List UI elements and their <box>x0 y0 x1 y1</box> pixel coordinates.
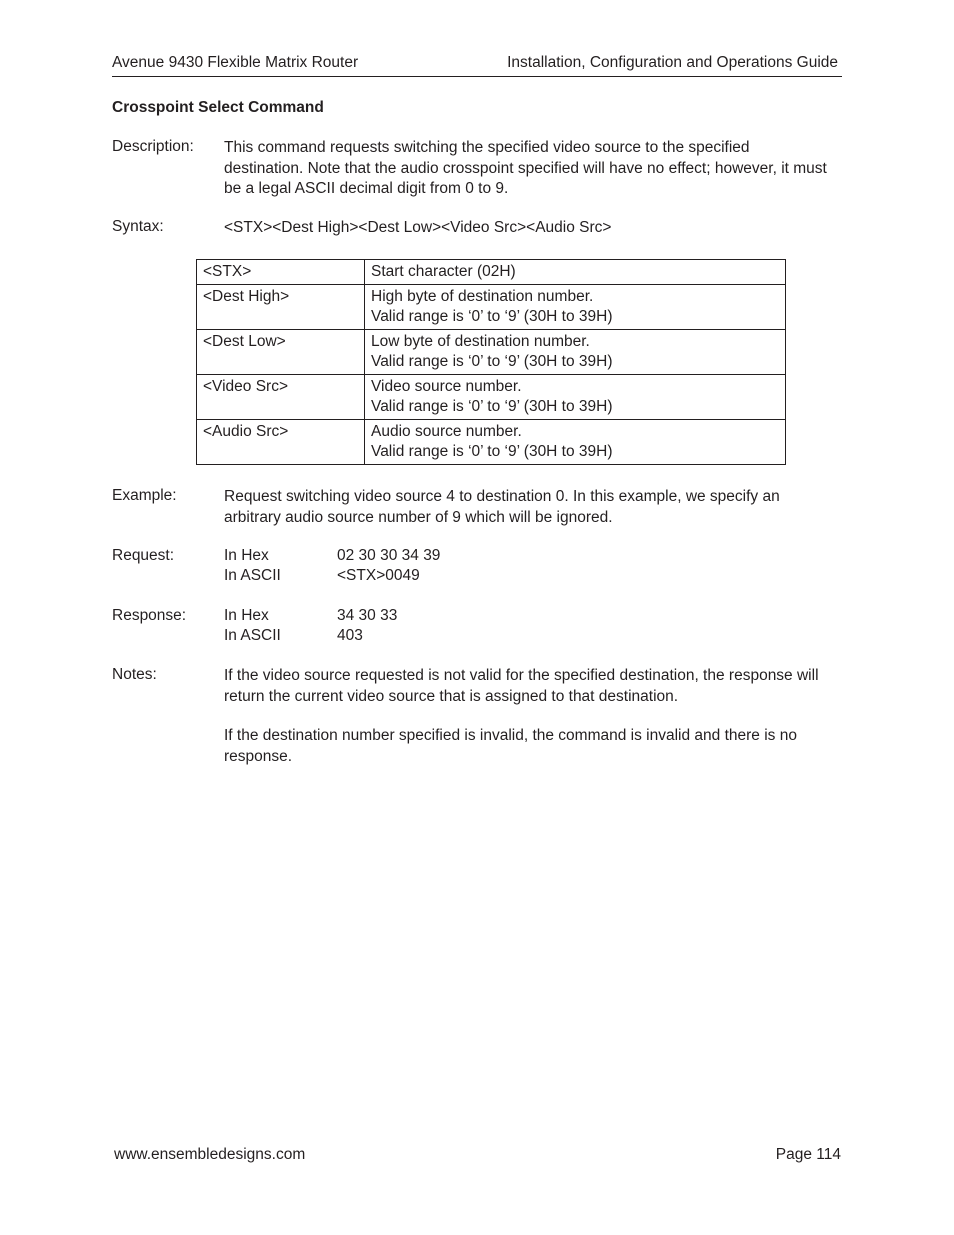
notes-label: Notes: <box>112 666 157 683</box>
syntax-label: Syntax: <box>112 218 164 235</box>
field-description-line2: Valid range is ‘0’ to ‘9’ (30H to 39H) <box>371 353 613 370</box>
response-hex-label: In Hex <box>224 607 269 624</box>
response-label: Response: <box>112 607 187 624</box>
syntax-text: <STX><Dest High><Dest Low><Video Src><Audio Src> <box>224 219 612 236</box>
header-guide-title: Installation, Configuration and Operations Guide <box>507 54 838 71</box>
table-cell-field <box>197 374 365 419</box>
response-hex-value: 34 30 33 <box>337 607 398 624</box>
field-name: <Dest Low> <box>203 332 286 350</box>
example-label: Example: <box>112 487 177 504</box>
request-ascii-label: In ASCII <box>224 567 281 584</box>
table-row <box>197 284 786 329</box>
field-description-line2: Valid range is ‘0’ to ‘9’ (30H to 39H) <box>371 443 613 460</box>
table-cell-description <box>365 419 786 464</box>
table-cell-field <box>197 260 365 285</box>
field-description-line1: High byte of destination number. <box>371 287 594 305</box>
table-cell-field <box>197 419 365 464</box>
field-name: <Audio Src> <box>203 422 289 440</box>
notes-paragraph-1: If the video source requested is not valid for the specified destination, the response will return the current video source that is assigned to that destination. <box>224 667 819 705</box>
table-row <box>197 374 786 419</box>
description-label: Description: <box>112 138 194 155</box>
table-cell-field <box>197 329 365 374</box>
header-product-title: Avenue 9430 Flexible Matrix Router <box>112 54 359 71</box>
footer-page-number: Page 114 <box>775 1146 841 1163</box>
footer-website: www.ensembledesigns.com <box>114 1146 306 1163</box>
field-name: <STX> <box>203 263 252 280</box>
table-cell-description <box>365 329 786 374</box>
response-ascii-label: In ASCII <box>224 627 281 644</box>
table-cell-field <box>197 284 365 329</box>
section-title: Crosspoint Select Command <box>112 99 324 116</box>
notes-paragraph-2: If the destination number specified is invalid, the command is invalid and there is no response. <box>224 727 797 765</box>
table-row <box>197 260 786 285</box>
field-description-line2: Valid range is ‘0’ to ‘9’ (30H to 39H) <box>371 398 613 415</box>
field-name: <Video Src> <box>203 377 289 395</box>
syntax-table <box>196 259 786 465</box>
field-name: <Dest High> <box>203 287 290 305</box>
request-ascii-value: <STX>0049 <box>337 567 420 584</box>
table-row <box>197 419 786 464</box>
page-header <box>112 54 842 77</box>
field-description-line1: Low byte of destination number. <box>371 332 590 350</box>
table-cell-description <box>365 374 786 419</box>
field-description-line1: Audio source number. <box>371 422 522 440</box>
table-cell-description <box>365 284 786 329</box>
table-cell-description <box>365 260 786 285</box>
description-text: This command requests switching the specified video source to the specified destination. Note that the audio crosspoint specified will have no effect; however, it must be a legal ASCII decimal digit from 0 to 9. <box>224 139 827 197</box>
field-description-line2: Valid range is ‘0’ to ‘9’ (30H to 39H) <box>371 308 613 325</box>
request-hex-value: 02 30 30 34 39 <box>337 547 441 564</box>
field-description-line1: Start character (02H) <box>371 263 516 280</box>
table-row <box>197 329 786 374</box>
request-hex-label: In Hex <box>224 547 269 564</box>
example-text: Request switching video source 4 to destination 0. In this example, we specify an arbitrary audio source number of 9 which will be ignored. <box>224 488 780 526</box>
response-ascii-value: 403 <box>337 627 363 644</box>
request-label: Request: <box>112 547 175 564</box>
field-description-line1: Video source number. <box>371 377 522 395</box>
